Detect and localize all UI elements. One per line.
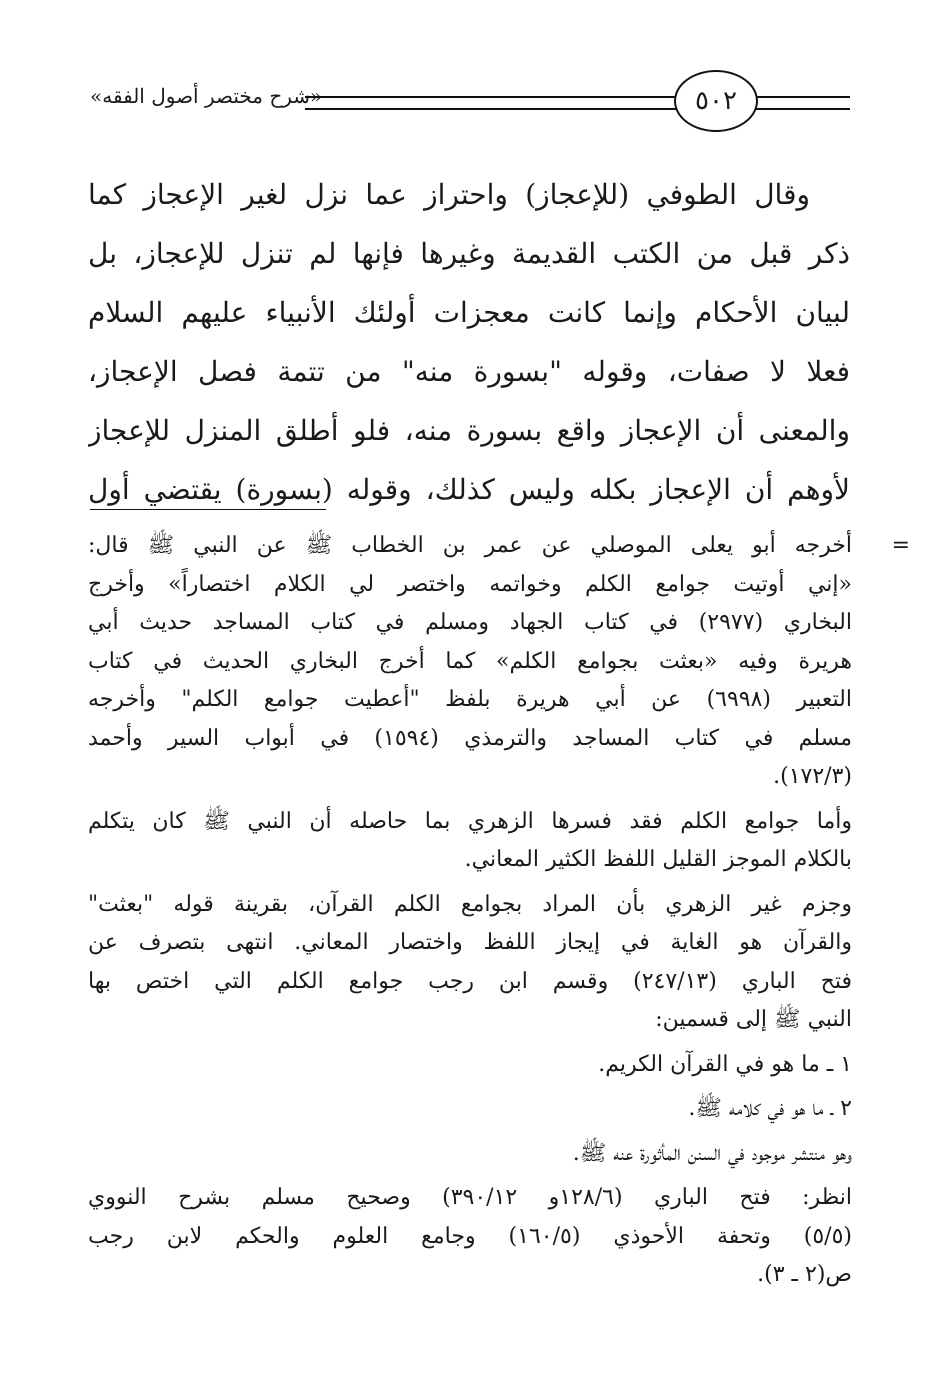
- main-text-line: لأوهم أن الإعجاز بكله وليس كذلك، وقوله (بسورة) يقتضي أول: [88, 473, 850, 506]
- footnote-paragraph: [88, 527, 910, 797]
- footnote-line: وهو منتشر موجود في السنن المأثورة عنه ﷺ.: [572, 1140, 852, 1166]
- main-text-line: لبيان الأحكام وإنما كانت معجزات أولئك الأنبياء عليهم السلام: [88, 296, 850, 329]
- footnote-continuation-marker: =: [891, 533, 910, 558]
- footnote-line: (٥/٥) وتحفة الأحوذي (١٦٠/٥) وجامع العلوم والحكم لابن رجب: [88, 1223, 852, 1249]
- main-text-line: والمعنى أن الإعجاز واقع بسورة منه، فلو أطلق المنزل للإعجاز: [88, 414, 850, 447]
- footnote-line: أخرجه أبو يعلى الموصلي عن عمر بن الخطاب ﷺ عن النبي ﷺ قال:: [88, 533, 852, 558]
- page-header: [90, 66, 850, 136]
- footnote-line: النبي ﷺ إلى قسمين:: [655, 1007, 852, 1032]
- main-text: [88, 165, 850, 519]
- footnote-line: «إني أوتيت جوامع الكلم وخواتمه واختصر لي الكلام اختصاراً» وأخرج: [88, 571, 852, 597]
- header-rule-right: [755, 96, 850, 110]
- footnote-paragraph: [88, 1179, 852, 1295]
- footnote-line: البخاري (٢٩٧٧) في كتاب الجهاد ومسلم في كتاب المساجد حديث أبي: [88, 610, 852, 635]
- footnotes: [88, 527, 910, 1301]
- footnote-line: انظر: فتح الباري (١٢٨/٦و ٣٩٠/١٢) وصحيح مسلم بشرح النووي: [88, 1185, 852, 1210]
- footnote-paragraph: [88, 1135, 852, 1174]
- page-number: ٥٠٢: [695, 86, 737, 116]
- footnote-line: ١ ـ ما هو في القرآن الكريم.: [598, 1051, 852, 1077]
- footnote-line: والقرآن هو الغاية في إيجاز اللفظ واختصار المعاني. انتهى بتصرف عن: [88, 930, 852, 955]
- footnote-paragraph: [88, 803, 852, 880]
- header-rule-left: [305, 96, 682, 110]
- footnote-line: ٢ ـ ما هو في كلامه ﷺ.: [688, 1096, 852, 1121]
- footnote-paragraph: [88, 886, 852, 1040]
- footnote-line: وأما جوامع الكلم فقد فسرها الزهري بما حاصله أن النبي ﷺ كان يتكلم: [88, 808, 852, 834]
- main-text-line: فعلا لا صفات، وقوله "بسورة منه" من تتمة فصل الإعجاز،: [88, 355, 850, 388]
- page-number-oval: [674, 70, 758, 132]
- footnote-list-item: [88, 1090, 852, 1129]
- footnote-line: هريرة وفيه «بعثت بجوامع الكلم» كما أخرج البخاري الحديث في كتاب: [88, 648, 852, 674]
- footnote-line: وجزم غير الزهري بأن المراد بجوامع الكلم القرآن، بقرينة قوله "بعثت": [88, 891, 852, 917]
- main-text-line: ذكر قبل من الكتب القديمة وغيرها فإنها لم تنزل للإعجاز، بل: [88, 237, 850, 270]
- footnote-line: (١٧٢/٣).: [773, 764, 852, 789]
- footnote-list-item: [88, 1046, 852, 1085]
- footnote-line: مسلم في كتاب المساجد والترمذي (١٥٩٤) في أبواب السير وأحمد: [88, 725, 852, 751]
- footnote-separator: [90, 509, 326, 510]
- running-title: «شرح مختصر أصول الفقه»: [90, 84, 323, 108]
- footnote-line: فتح الباري (٢٤٧/١٣) وقسم ابن رجب جوامع الكلم التي اختص بها: [88, 968, 852, 994]
- main-text-line: وقال الطوفي (للإعجاز) واحتراز عما نزل لغير الإعجاز كما: [88, 178, 810, 211]
- footnote-line: بالكلام الموجز القليل اللفظ الكثير المعاني.: [464, 847, 852, 872]
- footnote-line: التعبير (٦٩٩٨) عن أبي هريرة بلفظ "أعطيت جوامع الكلم" وأخرجه: [88, 687, 852, 712]
- footnote-line: ص(٢ ـ ٣).: [757, 1262, 852, 1287]
